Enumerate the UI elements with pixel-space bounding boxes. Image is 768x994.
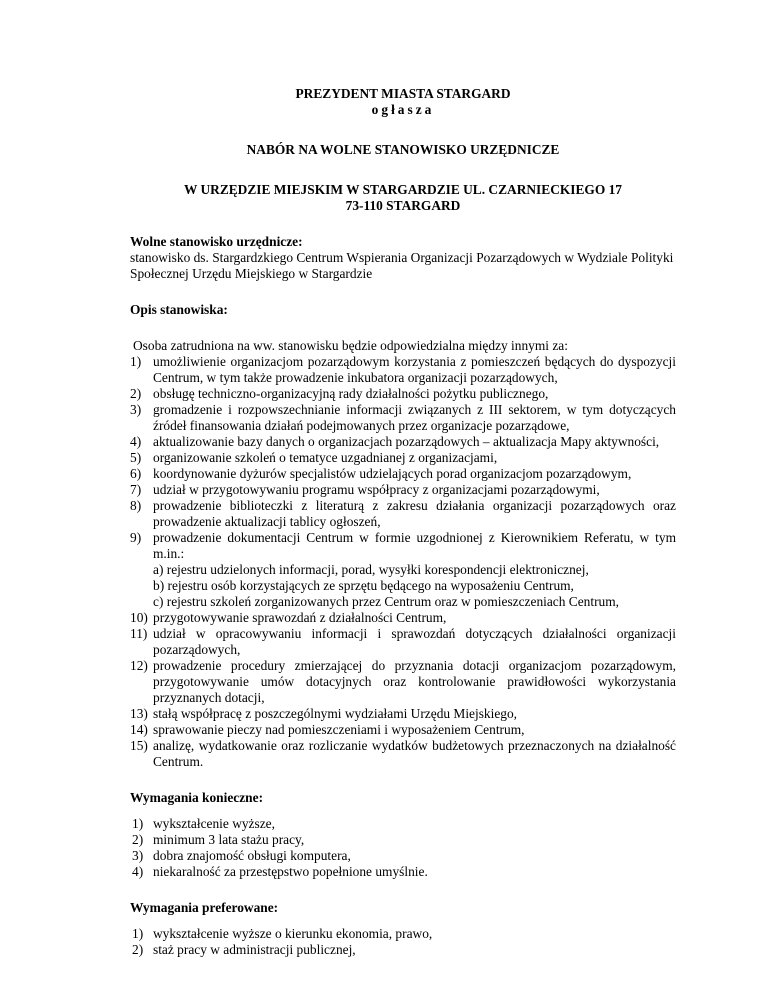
list-item-text: przygotowywanie sprawozdań z działalności Centrum, [153,610,447,625]
list-item [130,942,676,958]
list-item [130,832,676,848]
list-item [130,658,676,706]
list-item-text: minimum 3 lata stażu pracy, [153,832,305,847]
list-item-number: 2) [130,386,142,401]
list-item-number: 4) [130,434,142,449]
list-item-number: 5) [130,450,142,465]
preferred-section [130,900,676,958]
required-label: Wymagania konieczne: [130,790,264,805]
list-item-number: 4) [132,864,144,879]
duties-list [130,354,676,770]
list-item [130,626,676,658]
list-item-number: 7) [130,482,142,497]
list-item-text: koordynowanie dyżurów specjalistów udzielających porad organizacjom pozarządowym, [153,466,632,481]
list-item-text: sprawowanie pieczy nad pomieszczeniami i wyposażeniem Centrum, [153,722,525,737]
list-item-text: gromadzenie i rozpowszechnianie informacji związanych z III sektorem, w tym dotyczących źródeł finansowania działań podejmowanych przez organizacje pozarządowe, [153,402,676,433]
list-item [130,354,676,386]
position-section [130,234,676,282]
list-item-text: aktualizowanie bazy danych o organizacjach pozarządowych – aktualizacja Mapy aktywności, [153,434,660,449]
list-item-text: wykształcenie wyższe o kierunku ekonomia, prawo, [153,926,433,941]
list-item-number: 1) [132,816,144,831]
document-content [130,86,676,958]
list-item-number: 1) [130,354,142,369]
list-item [130,848,676,864]
sub-list-item: b) rejestru osób korzystających ze sprzętu będącego na wyposażeniu Centrum, [153,578,574,593]
list-item-number: 6) [130,466,142,481]
list-item-text: dobra znajomość obsługi komputera, [153,848,351,863]
description-intro: Osoba zatrudniona na ww. stanowisku będzie odpowiedzialna między innymi za: [133,338,568,353]
preferred-list [130,926,676,958]
list-item [130,386,676,402]
position-text: stanowisko ds. Stargardzkiego Centrum Wspierania Organizacji Pozarządowych w Wydziale Polityki Społecznej Urzędu Miejskiego w Stargardzie [130,250,674,281]
header-announces: ogłasza [371,102,435,117]
list-item [130,530,676,610]
list-item-text: prowadzenie biblioteczki z literaturą z zakresu działania organizacji pozarządowych oraz prowadzenie aktualizacji tablicy ogłoszeń, [153,498,676,529]
list-item [130,482,676,498]
list-item-number: 3) [132,848,144,863]
list-item-text: organizowanie szkoleń o tematyce uzgadnianej z organizacjami, [153,450,498,465]
position-label: Wolne stanowisko urzędnicze: [130,234,303,249]
sub-list-item: a) rejestru udzielonych informacji, porad, wysyłki korespondencji elektronicznej, [153,562,589,577]
header-office-address: W URZĘDZIE MIEJSKIM W STARGARDZIE UL. CZARNIECKIEGO 17 [183,182,622,197]
list-item [130,864,676,880]
list-item [130,738,676,770]
description-section [130,302,676,770]
list-item-number: 14) [130,722,148,737]
sub-list [153,562,676,610]
list-item-text: wykształcenie wyższe, [153,816,275,831]
required-section [130,790,676,880]
list-item-text: stałą współpracę z poszczególnymi wydziałami Urzędu Miejskiego, [153,706,518,721]
list-item-number: 1) [132,926,144,941]
list-item-number: 9) [130,530,142,545]
description-label: Opis stanowiska: [130,302,228,317]
header-postal-code: 73-110 STARGARD [345,198,461,213]
header-recruitment: NABÓR NA WOLNE STANOWISKO URZĘDNICZE [246,142,560,157]
list-item-number: 10) [130,610,148,625]
list-item-number: 3) [130,402,142,417]
list-item-text: prowadzenie dokumentacji Centrum w formie uzgodnionej z Kierownikiem Referatu, w tym m.in.: [153,530,676,561]
list-item [130,722,676,738]
list-item-text: analizę, wydatkowanie oraz rozliczanie wydatków budżetowych przeznaczonych na działalność Centrum. [153,738,676,769]
list-item [130,466,676,482]
list-item-text: prowadzenie procedury zmierzającej do przyznania dotacji organizacjom pozarządowym, przygotowywanie umów dotacyjnych oraz kontrolowanie prawidłowości wykorzystania przyznanych dotacji, [153,658,676,705]
preferred-label: Wymagania preferowane: [130,900,279,915]
list-item [130,498,676,530]
list-item-number: 12) [130,658,148,673]
sub-list-item: c) rejestru szkoleń zorganizowanych przez Centrum oraz w pomieszczeniach Centrum, [153,594,619,609]
list-item-number: 8) [130,498,142,513]
list-item [130,816,676,832]
list-item-text: udział w przygotowywaniu programu współpracy z organizacjami pozarządowymi, [153,482,600,497]
list-item [130,706,676,722]
list-item-text: staż pracy w administracji publicznej, [153,942,356,957]
header-mayor: PREZYDENT MIASTA STARGARD [295,86,511,101]
list-item-text: obsługę techniczno-organizacyjną rady działalności pożytku publicznego, [153,386,549,401]
list-item [130,434,676,450]
list-item-number: 11) [130,626,148,641]
list-item-text: udział w opracowywaniu informacji i sprawozdań dotyczących działalności organizacji pozarządowych, [153,626,676,657]
list-item-number: 2) [132,832,144,847]
list-item [130,450,676,466]
list-item-number: 2) [132,942,144,957]
list-item-text: niekaralność za przestępstwo popełnione umyślnie. [153,864,428,879]
list-item [130,926,676,942]
list-item [130,610,676,626]
list-item [130,402,676,434]
list-item-number: 13) [130,706,148,721]
required-list [130,816,676,880]
list-item-text: umożliwienie organizacjom pozarządowym korzystania z pomieszczeń będących do dyspozycji Centrum, w tym także prowadzenie inkubatora organizacji pozarządowych, [153,354,676,385]
list-item-number: 15) [130,738,148,753]
